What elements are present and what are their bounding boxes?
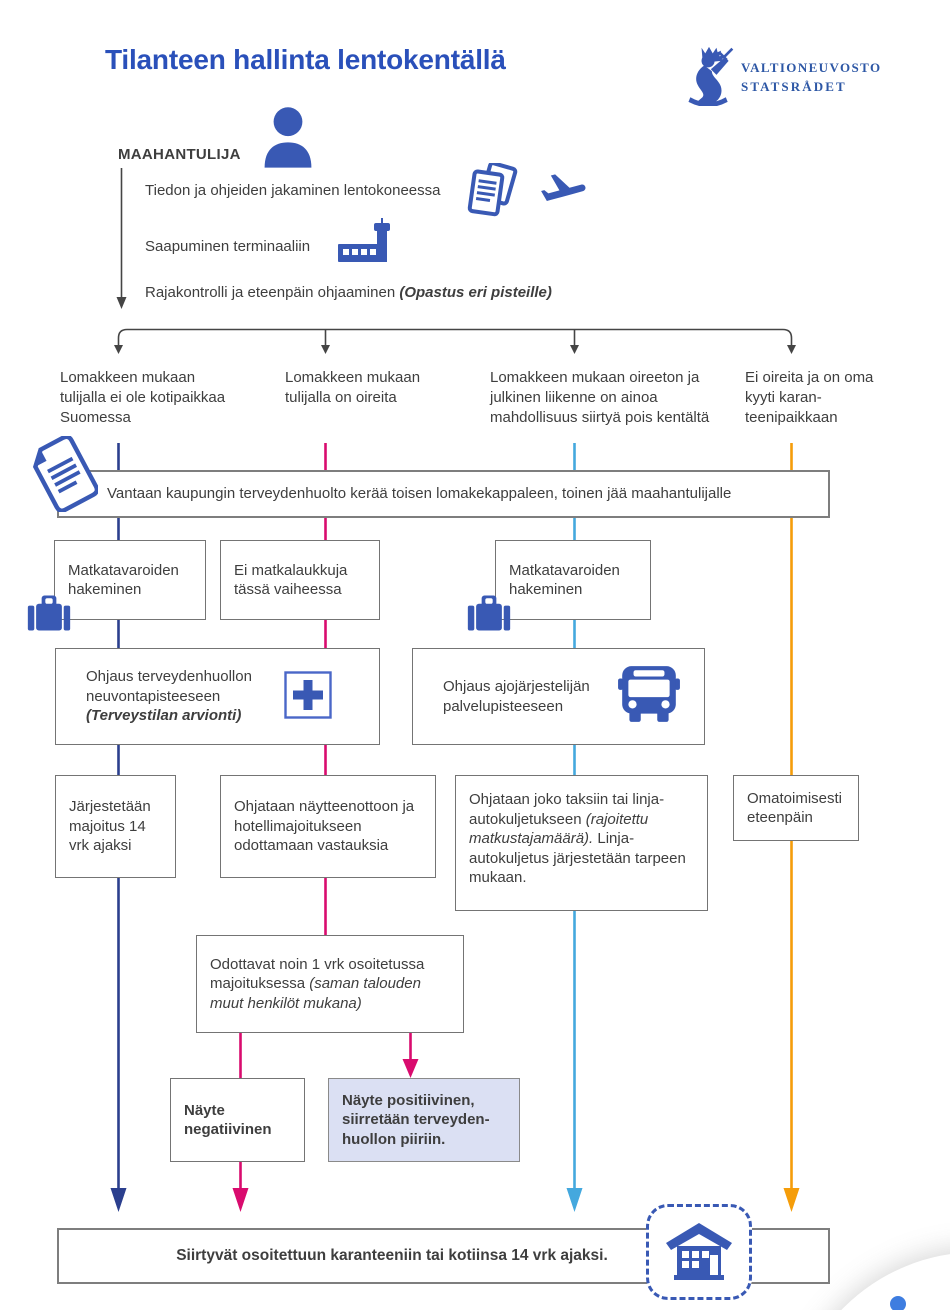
- taxi-text-2: Linja-autokuljetus järjestetään tarpeen mukaan.: [469, 830, 686, 886]
- positive-text: Näyte positiivinen, siirretään terveyden-huollon piiriin.: [342, 1091, 490, 1148]
- page-title: Tilanteen hallinta lentokentällä: [105, 44, 506, 75]
- branch-arrow-2: [321, 345, 330, 354]
- entry-flow-arrowhead: [117, 297, 127, 309]
- taxi-note: (rajoitettu matkustajamäärä).: [469, 810, 649, 847]
- branch-label-2: Lomakkeen mukaan tulijalla on oireita: [285, 369, 421, 406]
- negative-text: Näyte negatiivinen: [184, 1101, 272, 1138]
- baggage-claim-box-2: [495, 540, 651, 620]
- baggage-claim-text-2: Matkatavaroiden hakeminen: [509, 561, 620, 598]
- branch-line: [119, 330, 792, 347]
- entry-step-3-text: Rajakontrolli ja eteenpäin ohjaaminen: [145, 284, 400, 301]
- logo-line1: VALTIONEUVOSTO: [741, 60, 882, 75]
- government-logo-text: [741, 60, 882, 95]
- accommodation-box: [55, 775, 176, 878]
- positive-arrowhead: [403, 1059, 419, 1078]
- column-arrow-orange: [784, 1188, 800, 1212]
- luggage-icon-2: [466, 593, 512, 633]
- sampling-text: Ohjataan näytteenottoon ja hotellimajoitukseen odottamaan vastauksia: [234, 798, 415, 855]
- plane-icon: [536, 170, 590, 210]
- column-arrow-cyan: [567, 1188, 583, 1212]
- health-advice-text: Ohjaus terveydenhuollon neuvontapisteeseen: [86, 668, 252, 705]
- no-luggage-text: Ei matkalaukkuja tässä vaiheessa: [234, 561, 348, 598]
- documents-icon: [463, 163, 521, 219]
- health-advice-textblock: [86, 667, 276, 726]
- driver-service-text: Ohjaus ajojärjestelijän palvelupisteeseen: [443, 678, 590, 715]
- wait-textblock: [210, 955, 450, 1014]
- branch-label-3: Lomakkeen mukaan oireeton ja julkinen liikenne on ainoa mahdollisuus siirtyä pois kentältä: [490, 369, 710, 426]
- entry-step-2: Saapuminen terminaaliin: [145, 238, 311, 255]
- entry-step-3-note: (Opastus eri pisteille): [399, 284, 552, 301]
- self-forward-box: [733, 775, 859, 841]
- no-luggage-box: [220, 540, 380, 620]
- self-forward-text: Omatoimisesti eteenpäin: [747, 789, 843, 826]
- column-arrow-magenta: [233, 1188, 249, 1212]
- collect-form-box: [57, 470, 830, 518]
- branch-arrow-3: [570, 345, 579, 354]
- branch-label-4: Ei oireita ja on oma kyyti karan-teenipaikkaan: [745, 369, 874, 426]
- baggage-claim-box-1: [54, 540, 206, 620]
- luggage-icon-1: [26, 593, 72, 633]
- branch-label-1: Lomakkeen mukaan tulijalla ei ole kotipaikkaa Suomessa: [60, 369, 226, 426]
- negative-box: [170, 1078, 305, 1162]
- taxi-textblock: [469, 790, 694, 888]
- final-quarantine-text: Siirtyvät osoitettuun karanteeniin tai kotiinsa 14 vrk ajaksi.: [176, 1246, 608, 1264]
- taxi-box: [455, 775, 708, 911]
- medical-plus-icon: [284, 671, 332, 719]
- person-icon: [261, 106, 315, 168]
- bus-icon: [616, 663, 682, 725]
- positive-box: [328, 1078, 520, 1162]
- wait-text: Odottavat noin 1 vrk osoitetussa majoituksessa: [210, 955, 425, 993]
- entry-step-3: [145, 283, 552, 303]
- house-icon: [663, 1221, 735, 1283]
- entry-step-1: Tiedon ja ohjeiden jakaminen lentokoneessa: [145, 182, 441, 199]
- decorative-dot: [890, 1296, 906, 1310]
- lion-emblem-icon: [681, 40, 737, 106]
- accommodation-text: Järjestetään majoitus 14 vrk ajaksi: [69, 798, 151, 855]
- branch-arrow-1: [114, 345, 123, 354]
- house-frame: [646, 1204, 752, 1300]
- wait-box: [196, 935, 464, 1033]
- branch-arrow-4: [787, 345, 796, 354]
- health-advice-note: (Terveystilan arvionti): [86, 707, 242, 725]
- sampling-box: [220, 775, 436, 878]
- wait-note: (saman talouden muut henkilöt mukana): [210, 975, 421, 1012]
- baggage-claim-text-1: Matkatavaroiden hakeminen: [68, 561, 179, 598]
- terminal-icon: [336, 218, 392, 262]
- logo-line2: STATSRÅDET: [741, 79, 847, 94]
- collect-form-text: Vantaan kaupungin terveydenhuolto kerää toisen lomakekappaleen, toinen jää maahantulijalle: [107, 485, 732, 503]
- taxi-text-1: Ohjataan joko taksiin tai linja-autokuljetukseen: [469, 791, 665, 828]
- form-icon: [32, 436, 98, 512]
- column-arrow-navy: [111, 1188, 127, 1212]
- actor-label: MAAHANTULIJA: [118, 146, 241, 163]
